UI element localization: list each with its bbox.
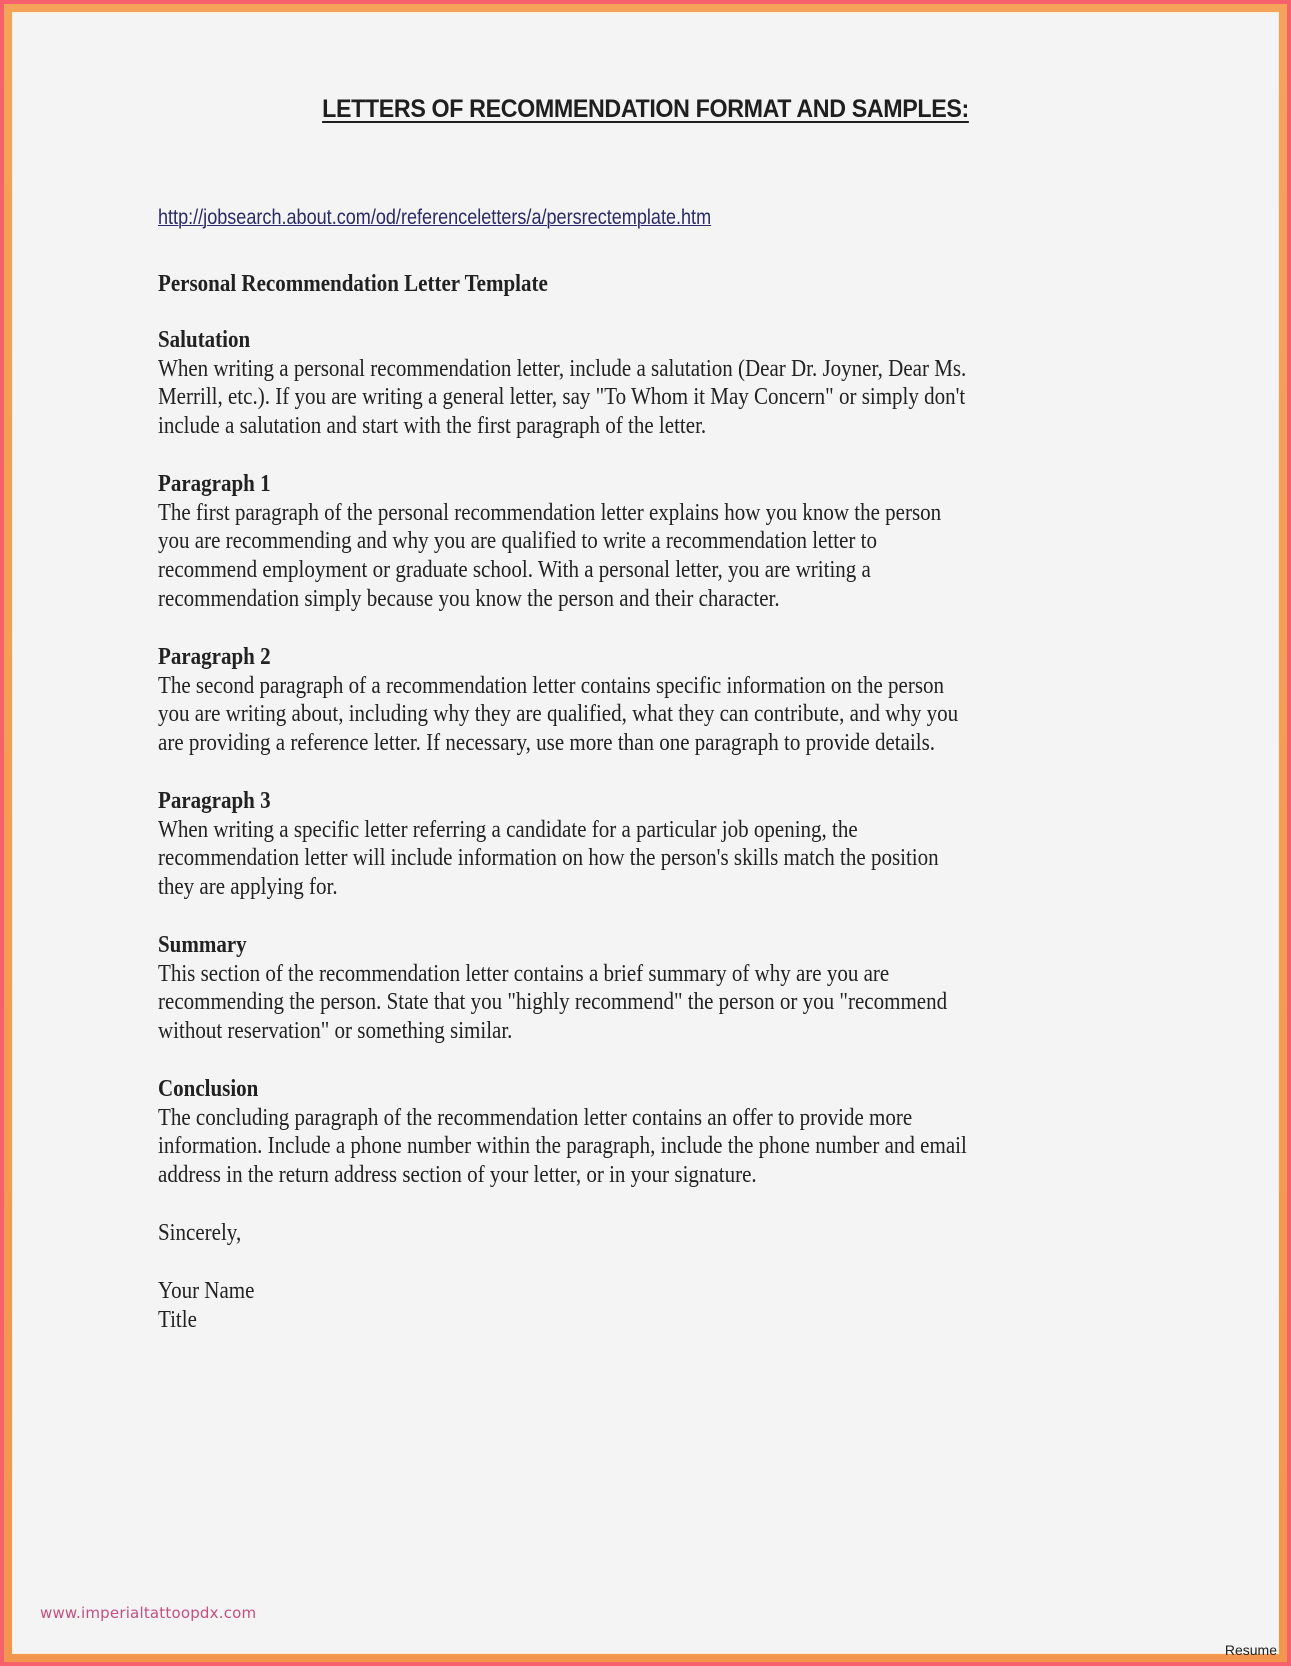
section-line: recommend employment or graduate school. With a personal letter, you are writing a bbox=[158, 557, 871, 584]
section-line: When writing a personal recommendation letter, include a salutation (Dear Dr. Joyner, Dear Ms. bbox=[158, 355, 967, 382]
section-line: recommendation simply because you know the person and their character. bbox=[158, 585, 780, 612]
section-salutation bbox=[158, 326, 966, 441]
section-heading: Conclusion bbox=[158, 1076, 259, 1102]
section-line: information. Include a phone number within the paragraph, include the phone number and email bbox=[158, 1133, 967, 1160]
section-line: include a salutation and start with the first paragraph of the letter. bbox=[158, 413, 707, 440]
section-line: without reservation" or something similar. bbox=[158, 1018, 513, 1045]
section-heading: Paragraph 3 bbox=[158, 788, 271, 814]
section-summary bbox=[158, 931, 947, 1046]
source-url-link[interactable]: http://jobsearch.about.com/od/referenceletters/a/persrectemplate.htm bbox=[158, 206, 712, 229]
section-line: you are writing about, including why they are qualified, what they can contribute, and why you bbox=[158, 701, 959, 728]
section-line: Merrill, etc.). If you are writing a general letter, say "To Whom it May Concern" or simply don't bbox=[158, 384, 966, 411]
signature-block bbox=[158, 1277, 254, 1334]
document-title-text: LETTERS OF RECOMMENDATION FORMAT AND SAMPLES: bbox=[322, 95, 969, 123]
section-heading: Summary bbox=[158, 932, 247, 958]
signature-name: Your Name bbox=[158, 1278, 255, 1304]
section-line: recommending the person. State that you "highly recommend" the person or you "recommend bbox=[158, 989, 948, 1016]
section-paragraph-3 bbox=[158, 787, 939, 902]
section-line: The concluding paragraph of the recommendation letter contains an offer to provide more bbox=[158, 1104, 913, 1131]
section-heading: Paragraph 2 bbox=[158, 644, 271, 670]
section-heading: Paragraph 1 bbox=[158, 471, 271, 497]
section-line: The first paragraph of the personal recommendation letter explains how you know the person bbox=[158, 499, 942, 526]
closing: Sincerely, bbox=[158, 1220, 242, 1246]
section-line: they are applying for. bbox=[158, 874, 338, 901]
section-line: recommendation letter will include information on how the person's skills match the position bbox=[158, 845, 939, 872]
section-line: The second paragraph of a recommendation letter contains specific information on the person bbox=[158, 672, 945, 699]
section-line: When writing a specific letter referring a candidate for a particular job opening, the bbox=[158, 816, 858, 843]
section-conclusion bbox=[158, 1075, 967, 1190]
section-line: you are recommending and why you are qualified to write a recommendation letter to bbox=[158, 528, 878, 555]
section-paragraph-2 bbox=[158, 643, 958, 758]
template-heading: Personal Recommendation Letter Template bbox=[158, 271, 548, 297]
watermark: www.imperialtattoopdx.com bbox=[40, 1604, 257, 1622]
section-line: are providing a reference letter. If necessary, use more than one paragraph to provide details. bbox=[158, 730, 936, 757]
document-title bbox=[45, 95, 1246, 124]
signature-title: Title bbox=[158, 1306, 197, 1333]
corner-tag: Resume bbox=[1224, 1642, 1277, 1658]
section-heading: Salutation bbox=[158, 327, 251, 353]
section-line: address in the return address section of your letter, or in your signature. bbox=[158, 1162, 757, 1189]
section-line: This section of the recommendation letter contains a brief summary of why are you are bbox=[158, 960, 890, 987]
section-paragraph-1 bbox=[158, 470, 941, 614]
